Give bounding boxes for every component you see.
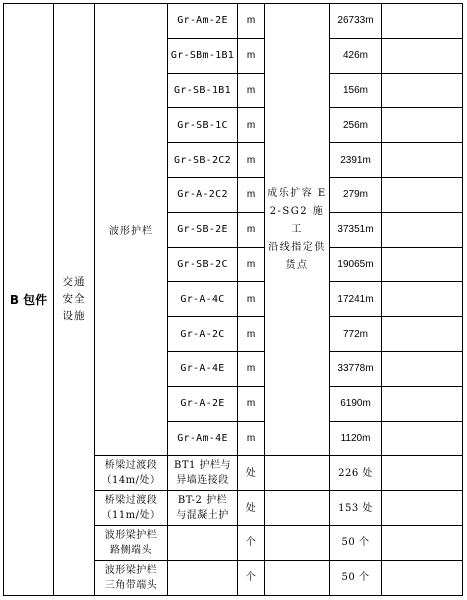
empty-cell	[382, 282, 463, 317]
item-unit: m	[238, 38, 265, 73]
empty-cell	[382, 560, 463, 595]
item-unit: m	[238, 177, 265, 212]
empty-cell	[265, 456, 330, 491]
item-unit: m	[238, 247, 265, 282]
empty-cell	[382, 386, 463, 421]
item-code: Gr-SB-1B1	[168, 73, 238, 108]
category-cell: 交通 安全 设施	[54, 4, 95, 596]
empty-cell	[382, 73, 463, 108]
empty-cell	[382, 247, 463, 282]
item-unit: 处	[238, 491, 265, 526]
item-name: 桥梁过渡段 （14m/处）	[95, 456, 168, 491]
item-code: Gr-A-2E	[168, 386, 238, 421]
item-unit: m	[238, 212, 265, 247]
item-quantity: 6190m	[330, 386, 382, 421]
item-quantity: 26733m	[330, 4, 382, 39]
item-quantity: 1120m	[330, 421, 382, 456]
item-name: 桥梁过渡段 （11m/处）	[95, 491, 168, 526]
item-name: 波形梁护栏 三角带端头	[95, 560, 168, 595]
item-quantity: 37351m	[330, 212, 382, 247]
item-unit: m	[238, 143, 265, 178]
item-unit: 处	[238, 456, 265, 491]
item-unit: m	[238, 108, 265, 143]
item-unit: m	[238, 4, 265, 39]
item-unit: m	[238, 386, 265, 421]
item-unit: m	[238, 421, 265, 456]
item-code: Gr-A-2C	[168, 317, 238, 352]
item-quantity: 256m	[330, 108, 382, 143]
item-quantity: 426m	[330, 38, 382, 73]
item-code: Gr-A-4E	[168, 351, 238, 386]
empty-cell	[382, 421, 463, 456]
empty-cell	[382, 108, 463, 143]
item-quantity: 772m	[330, 317, 382, 352]
item-quantity: 19065m	[330, 247, 382, 282]
material-table	[3, 3, 463, 596]
item-desc: BT1 护栏与 异墙连接段	[168, 456, 238, 491]
empty-cell	[265, 525, 330, 560]
item-name: 波形梁护栏 路侧端头	[95, 525, 168, 560]
item-desc: BT-2 护栏 与混凝土护	[168, 491, 238, 526]
item-quantity: 50 个	[330, 525, 382, 560]
empty-cell	[265, 491, 330, 526]
item-unit: m	[238, 317, 265, 352]
empty-cell	[382, 351, 463, 386]
item-desc	[168, 525, 238, 560]
empty-cell	[382, 491, 463, 526]
empty-cell	[382, 456, 463, 491]
item-unit: m	[238, 351, 265, 386]
empty-cell	[382, 4, 463, 39]
item-desc	[168, 560, 238, 595]
item-quantity: 2391m	[330, 143, 382, 178]
package-cell: B 包件	[4, 4, 54, 596]
item-unit: 个	[238, 525, 265, 560]
item-quantity: 50 个	[330, 560, 382, 595]
item-code: Gr-SB-2E	[168, 212, 238, 247]
item-code: Gr-SBm-1B1	[168, 38, 238, 73]
empty-cell	[382, 212, 463, 247]
item-unit: 个	[238, 560, 265, 595]
item-quantity: 33778m	[330, 351, 382, 386]
empty-cell	[265, 560, 330, 595]
empty-cell	[382, 525, 463, 560]
supply-location-cell: 成乐扩容 E 2-SG2 施工 沿线指定供 货点	[265, 4, 330, 456]
item-code: Gr-Am-2E	[168, 4, 238, 39]
item-quantity: 279m	[330, 177, 382, 212]
empty-cell	[382, 317, 463, 352]
item-quantity: 156m	[330, 73, 382, 108]
item-code: Gr-Am-4E	[168, 421, 238, 456]
empty-cell	[382, 143, 463, 178]
item-code: Gr-A-2C2	[168, 177, 238, 212]
empty-cell	[382, 177, 463, 212]
item-quantity: 17241m	[330, 282, 382, 317]
item-quantity: 226 处	[330, 456, 382, 491]
item-unit: m	[238, 73, 265, 108]
item-code: Gr-A-4C	[168, 282, 238, 317]
item-code: Gr-SB-1C	[168, 108, 238, 143]
empty-cell	[382, 38, 463, 73]
item-unit: m	[238, 282, 265, 317]
guardrail-label-cell: 波形护栏	[95, 4, 168, 456]
item-quantity: 153 处	[330, 491, 382, 526]
item-code: Gr-SB-2C2	[168, 143, 238, 178]
table-row	[4, 4, 463, 39]
item-code: Gr-SB-2C	[168, 247, 238, 282]
